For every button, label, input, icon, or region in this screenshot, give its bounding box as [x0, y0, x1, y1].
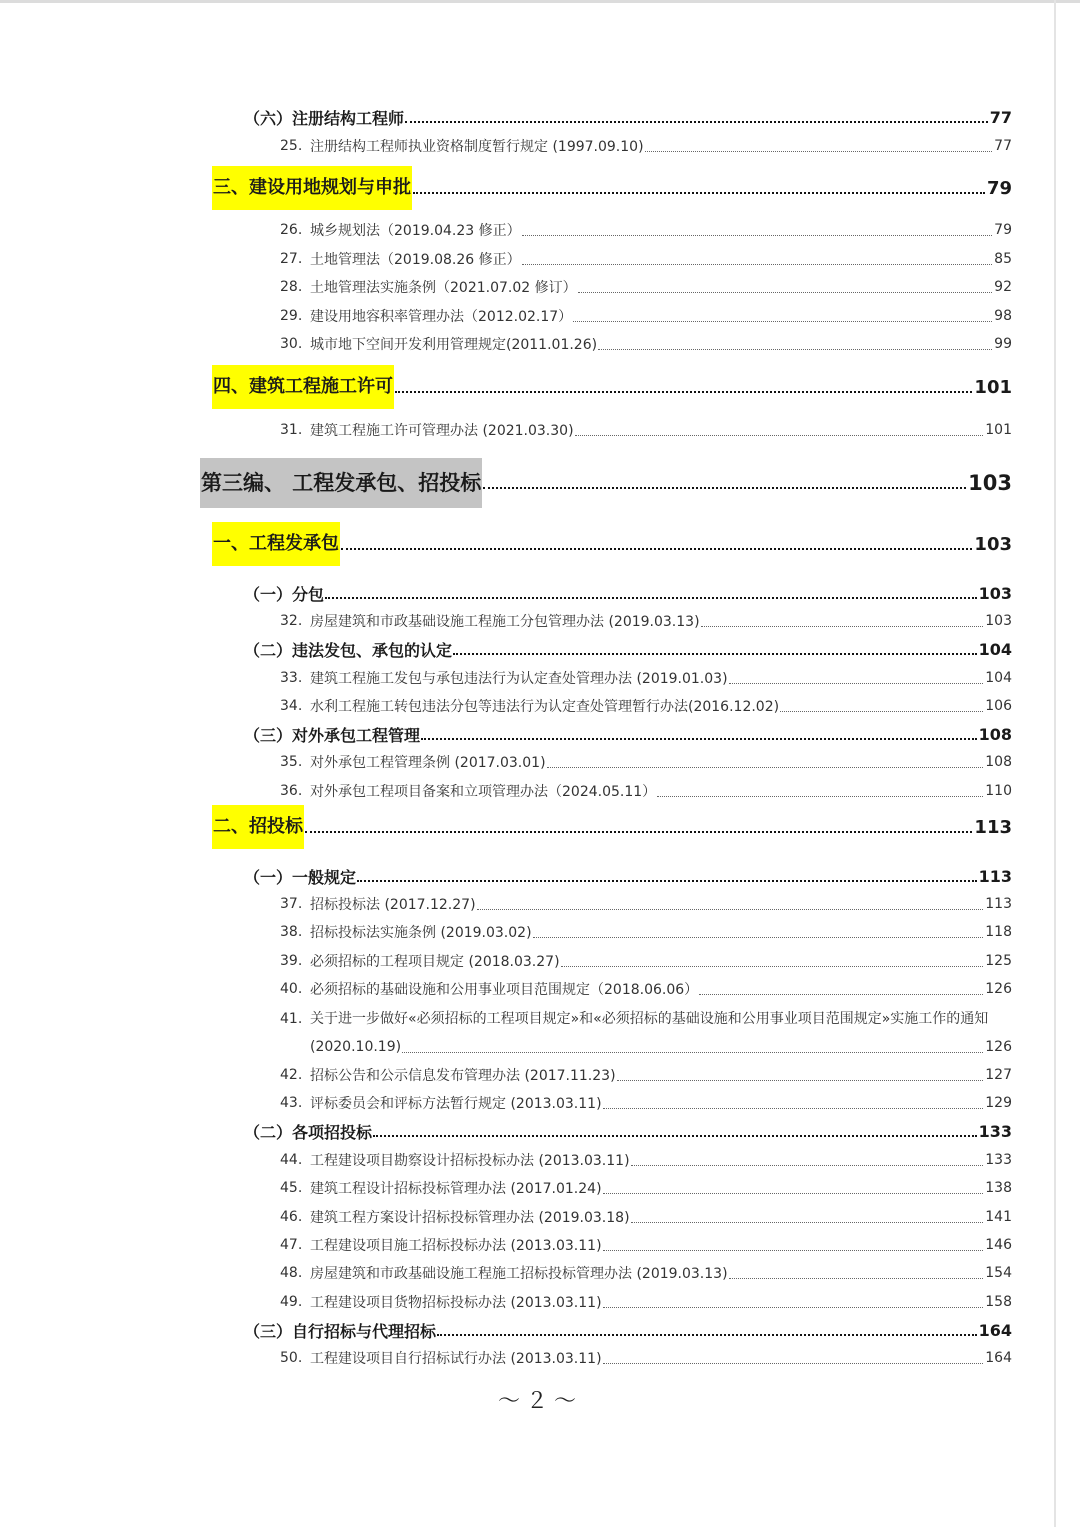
toc-page-number: 113 — [974, 816, 1012, 838]
toc-page-number: 133 — [985, 1152, 1012, 1168]
item-number: 47. — [280, 1237, 303, 1253]
item-number: 48. — [280, 1265, 303, 1281]
toc-subsection-weifa[interactable] — [244, 637, 1012, 661]
toc-page-number: 77 — [994, 138, 1012, 154]
toc-subsection-fenbao[interactable] — [244, 581, 1012, 605]
toc-page-number: 101 — [985, 422, 1012, 438]
dot-leader — [405, 121, 988, 123]
toc-page-number: 158 — [985, 1294, 1012, 1310]
toc-label: （六）注册结构工程师 — [244, 108, 405, 128]
item-number: 45. — [280, 1180, 303, 1196]
toc-label: 建筑工程方案设计招标投标管理办法 (2019.03.18) — [310, 1210, 630, 1226]
dot-leader — [598, 349, 992, 350]
toc-page-number: 164 — [978, 1320, 1012, 1340]
toc-label: （二）各项招投标 — [244, 1122, 373, 1142]
toc-label: （一）分包 — [244, 584, 325, 604]
dot-leader — [631, 1165, 984, 1166]
item-number: 49. — [280, 1294, 303, 1310]
toc-label: 建筑工程施工许可管理办法 (2021.03.30) — [310, 423, 574, 439]
toc-label: 城乡规划法（2019.04.23 修正） — [310, 223, 521, 239]
dot-leader — [421, 738, 977, 740]
toc-item-48[interactable] — [280, 1261, 1012, 1285]
toc-label: 招标投标法 (2017.12.27) — [310, 897, 476, 913]
toc-label: 城市地下空间开发利用管理规定(2011.01.26) — [310, 337, 598, 353]
dot-leader — [402, 1052, 983, 1053]
toc-page-number: 118 — [985, 924, 1012, 940]
dot-leader — [453, 653, 977, 655]
toc-label: 建筑工程施工发包与承包违法行为认定查处管理办法 (2019.01.03) — [310, 671, 728, 687]
dot-leader — [603, 1250, 984, 1251]
toc-page-number: 104 — [985, 670, 1012, 686]
toc-item-49[interactable] — [280, 1290, 1012, 1314]
item-number: 29. — [280, 308, 303, 324]
dot-leader — [395, 391, 972, 393]
dot-leader — [561, 966, 984, 967]
toc-item-30[interactable] — [280, 332, 1012, 356]
toc-item-41-line2[interactable] — [310, 1035, 1012, 1059]
toc-item-29[interactable] — [280, 304, 1012, 328]
toc-section-3[interactable] — [212, 166, 1012, 210]
toc-page-number: 110 — [985, 783, 1012, 799]
toc-page-number: 77 — [989, 107, 1012, 127]
dot-leader — [578, 292, 993, 293]
toc-item-43[interactable] — [280, 1091, 1012, 1115]
toc-item-25[interactable] — [280, 134, 1012, 158]
toc-label: 建筑工程设计招标投标管理办法 (2017.01.24) — [310, 1181, 602, 1197]
item-number: 27. — [280, 251, 303, 267]
item-number: 34. — [280, 698, 303, 714]
toc-label: （三）自行招标与代理招标 — [244, 1321, 437, 1341]
item-number: 38. — [280, 924, 303, 940]
toc-label: 招标公告和公示信息发布管理办法 (2017.11.23) — [310, 1068, 616, 1084]
toc-item-50[interactable] — [280, 1346, 1012, 1370]
dot-leader — [325, 597, 977, 599]
toc-item-37[interactable] — [280, 892, 1012, 916]
toc-label: 房屋建筑和市政基础设施工程施工招标投标管理办法 (2019.03.13) — [310, 1266, 728, 1282]
toc-subsection-yiban[interactable] — [244, 864, 1012, 888]
item-number: 44. — [280, 1152, 303, 1168]
toc-item-35[interactable] — [280, 750, 1012, 774]
toc-label: （一）一般规定 — [244, 867, 357, 887]
toc-label: 评标委员会和评标方法暂行规定 (2013.03.11) — [310, 1096, 602, 1112]
toc-page-number: 141 — [985, 1209, 1012, 1225]
item-number: 30. — [280, 336, 303, 352]
toc-item-28[interactable] — [280, 275, 1012, 299]
dot-leader — [701, 626, 984, 627]
page-right-edge — [1054, 0, 1056, 1527]
toc-item-47[interactable] — [280, 1233, 1012, 1257]
item-number: 28. — [280, 279, 303, 295]
toc-label: 工程建设项目自行招标试行办法 (2013.03.11) — [310, 1351, 602, 1367]
toc-label: 房屋建筑和市政基础设施工程施工分包管理办法 (2019.03.13) — [310, 614, 700, 630]
toc-item-46[interactable] — [280, 1205, 1012, 1229]
toc-label: （二）违法发包、承包的认定 — [244, 640, 453, 660]
toc-item-27[interactable] — [280, 247, 1012, 271]
toc-item-31[interactable] — [280, 418, 1012, 442]
dot-leader — [631, 1222, 984, 1223]
toc-item-39[interactable] — [280, 949, 1012, 973]
toc-item-26[interactable] — [280, 218, 1012, 242]
toc-page-number: 126 — [985, 981, 1012, 997]
toc-label: 四、建筑工程施工许可 — [212, 365, 394, 409]
toc-page-number: 104 — [978, 639, 1012, 659]
toc-part-3[interactable] — [200, 458, 1012, 508]
dot-leader — [575, 435, 984, 436]
item-number: 46. — [280, 1209, 303, 1225]
toc-page-number: 101 — [974, 376, 1012, 398]
dot-leader — [522, 264, 993, 265]
toc-label: 建设用地容积率管理办法（2012.02.17） — [310, 309, 573, 325]
toc-page-number: 103 — [978, 583, 1012, 603]
item-number: 40. — [280, 981, 303, 997]
dot-leader — [413, 192, 985, 194]
item-number: 35. — [280, 754, 303, 770]
item-number: 25. — [280, 138, 303, 154]
toc-page-number: 106 — [985, 698, 1012, 714]
toc-page-number: 125 — [985, 953, 1012, 969]
toc-label: 工程建设项目施工招标投标办法 (2013.03.11) — [310, 1238, 602, 1254]
dot-leader — [729, 683, 984, 684]
toc-item-40[interactable] — [280, 977, 1012, 1001]
dot-leader — [437, 1334, 977, 1336]
toc-label: 一、工程发承包 — [212, 522, 340, 566]
toc-label: 第三编、 工程发承包、招投标 — [200, 458, 482, 508]
toc-item-45[interactable] — [280, 1176, 1012, 1200]
toc-page-number: 103 — [985, 613, 1012, 629]
toc-section-1[interactable] — [212, 522, 1012, 566]
item-number: 42. — [280, 1067, 303, 1083]
item-number: 33. — [280, 670, 303, 686]
toc-item-42[interactable] — [280, 1063, 1012, 1087]
toc-page-number: 146 — [985, 1237, 1012, 1253]
dot-leader — [603, 1193, 984, 1194]
dot-leader — [603, 1307, 984, 1308]
toc-item-44[interactable] — [280, 1148, 1012, 1172]
toc-subsection-zhuce[interactable] — [244, 105, 1012, 129]
toc-page-number: 79 — [986, 177, 1012, 199]
toc-page-number: 164 — [985, 1350, 1012, 1366]
dot-leader — [780, 711, 983, 712]
page-number-footer: ～２～ — [497, 1389, 582, 1414]
toc-item-38[interactable] — [280, 920, 1012, 944]
toc-label: 必须招标的工程项目规定 (2018.03.27) — [310, 954, 560, 970]
toc-section-2[interactable] — [212, 805, 1012, 849]
toc-page-number: 133 — [978, 1121, 1012, 1141]
toc-item-33[interactable] — [280, 666, 1012, 690]
dot-leader — [547, 767, 984, 768]
dot-leader — [483, 487, 966, 489]
dot-leader — [305, 831, 972, 833]
toc-page-number: 103 — [974, 533, 1012, 555]
dot-leader — [533, 937, 984, 938]
toc-label: 二、招投标 — [212, 805, 304, 849]
toc-item-34[interactable] — [280, 694, 1012, 718]
toc-label: 土地管理法实施条例（2021.07.02 修订） — [310, 280, 577, 296]
dot-leader — [357, 880, 977, 882]
toc-label: 招标投标法实施条例 (2019.03.02) — [310, 925, 532, 941]
toc-page-number: 85 — [994, 251, 1012, 267]
dot-leader — [617, 1080, 984, 1081]
dot-leader — [477, 909, 984, 910]
item-number: 43. — [280, 1095, 303, 1111]
toc-label: 对外承包工程管理条例 (2017.03.01) — [310, 755, 546, 771]
toc-page-number: 113 — [985, 896, 1012, 912]
dot-leader — [699, 994, 983, 995]
toc-page-number: 108 — [985, 754, 1012, 770]
dot-leader — [373, 1135, 977, 1137]
toc-page-number: 129 — [985, 1095, 1012, 1111]
dot-leader — [341, 548, 972, 550]
toc-label: 工程建设项目货物招标投标办法 (2013.03.11) — [310, 1295, 602, 1311]
toc-page-number: 138 — [985, 1180, 1012, 1196]
dot-leader — [603, 1363, 984, 1364]
item-number: 26. — [280, 222, 303, 238]
toc-section-4[interactable] — [212, 365, 1012, 409]
page-top-edge — [0, 0, 1080, 3]
toc-label: 必须招标的基础设施和公用事业项目范围规定（2018.06.06） — [310, 982, 699, 998]
toc-label: 三、建设用地规划与申批 — [212, 166, 412, 210]
toc-page-number: 99 — [994, 336, 1012, 352]
dot-leader — [603, 1108, 984, 1109]
dot-leader — [522, 235, 993, 236]
dot-leader — [657, 796, 983, 797]
toc-page-number: 126 — [985, 1039, 1012, 1055]
toc-subsection-duiwai[interactable] — [244, 722, 1012, 746]
dot-leader — [729, 1278, 984, 1279]
dot-leader — [645, 151, 993, 152]
item-number: 39. — [280, 953, 303, 969]
toc-label: 注册结构工程师执业资格制度暂行规定 (1997.09.10) — [310, 139, 644, 155]
toc-page-number: 113 — [978, 866, 1012, 886]
toc-page-number: 127 — [985, 1067, 1012, 1083]
toc-label: 工程建设项目勘察设计招标投标办法 (2013.03.11) — [310, 1153, 630, 1169]
toc-item-41-line1[interactable] — [280, 1007, 1020, 1031]
toc-page-number: 92 — [994, 279, 1012, 295]
dot-leader — [573, 321, 992, 322]
item-number: 37. — [280, 896, 303, 912]
toc-item-32[interactable] — [280, 609, 1012, 633]
toc-page-number: 103 — [968, 471, 1012, 495]
toc-label: 关于进一步做好«必须招标的工程项目规定»和«必须招标的基础设施和公用事业项目范围规定»实施工作的通知 — [310, 1011, 989, 1027]
item-number: 31. — [280, 422, 303, 438]
toc-subsection-gexiang[interactable] — [244, 1119, 1012, 1143]
toc-page-number: 108 — [978, 724, 1012, 744]
toc-page-number: 98 — [994, 308, 1012, 324]
toc-label: （三）对外承包工程管理 — [244, 725, 421, 745]
toc-label: (2020.10.19) — [310, 1039, 402, 1055]
toc-page-number: 154 — [985, 1265, 1012, 1281]
toc-item-36[interactable] — [280, 779, 1012, 803]
toc-label: 水利工程施工转包违法分包等违法行为认定查处管理暂行办法(2016.12.02) — [310, 699, 780, 715]
item-number: 50. — [280, 1350, 303, 1366]
toc-label: 对外承包工程项目备案和立项管理办法（2024.05.11） — [310, 784, 657, 800]
item-number: 41. — [280, 1011, 303, 1027]
toc-label: 土地管理法（2019.08.26 修正） — [310, 252, 521, 268]
toc-page-number: 79 — [994, 222, 1012, 238]
item-number: 36. — [280, 783, 303, 799]
item-number: 32. — [280, 613, 303, 629]
toc-subsection-zixing[interactable] — [244, 1318, 1012, 1342]
